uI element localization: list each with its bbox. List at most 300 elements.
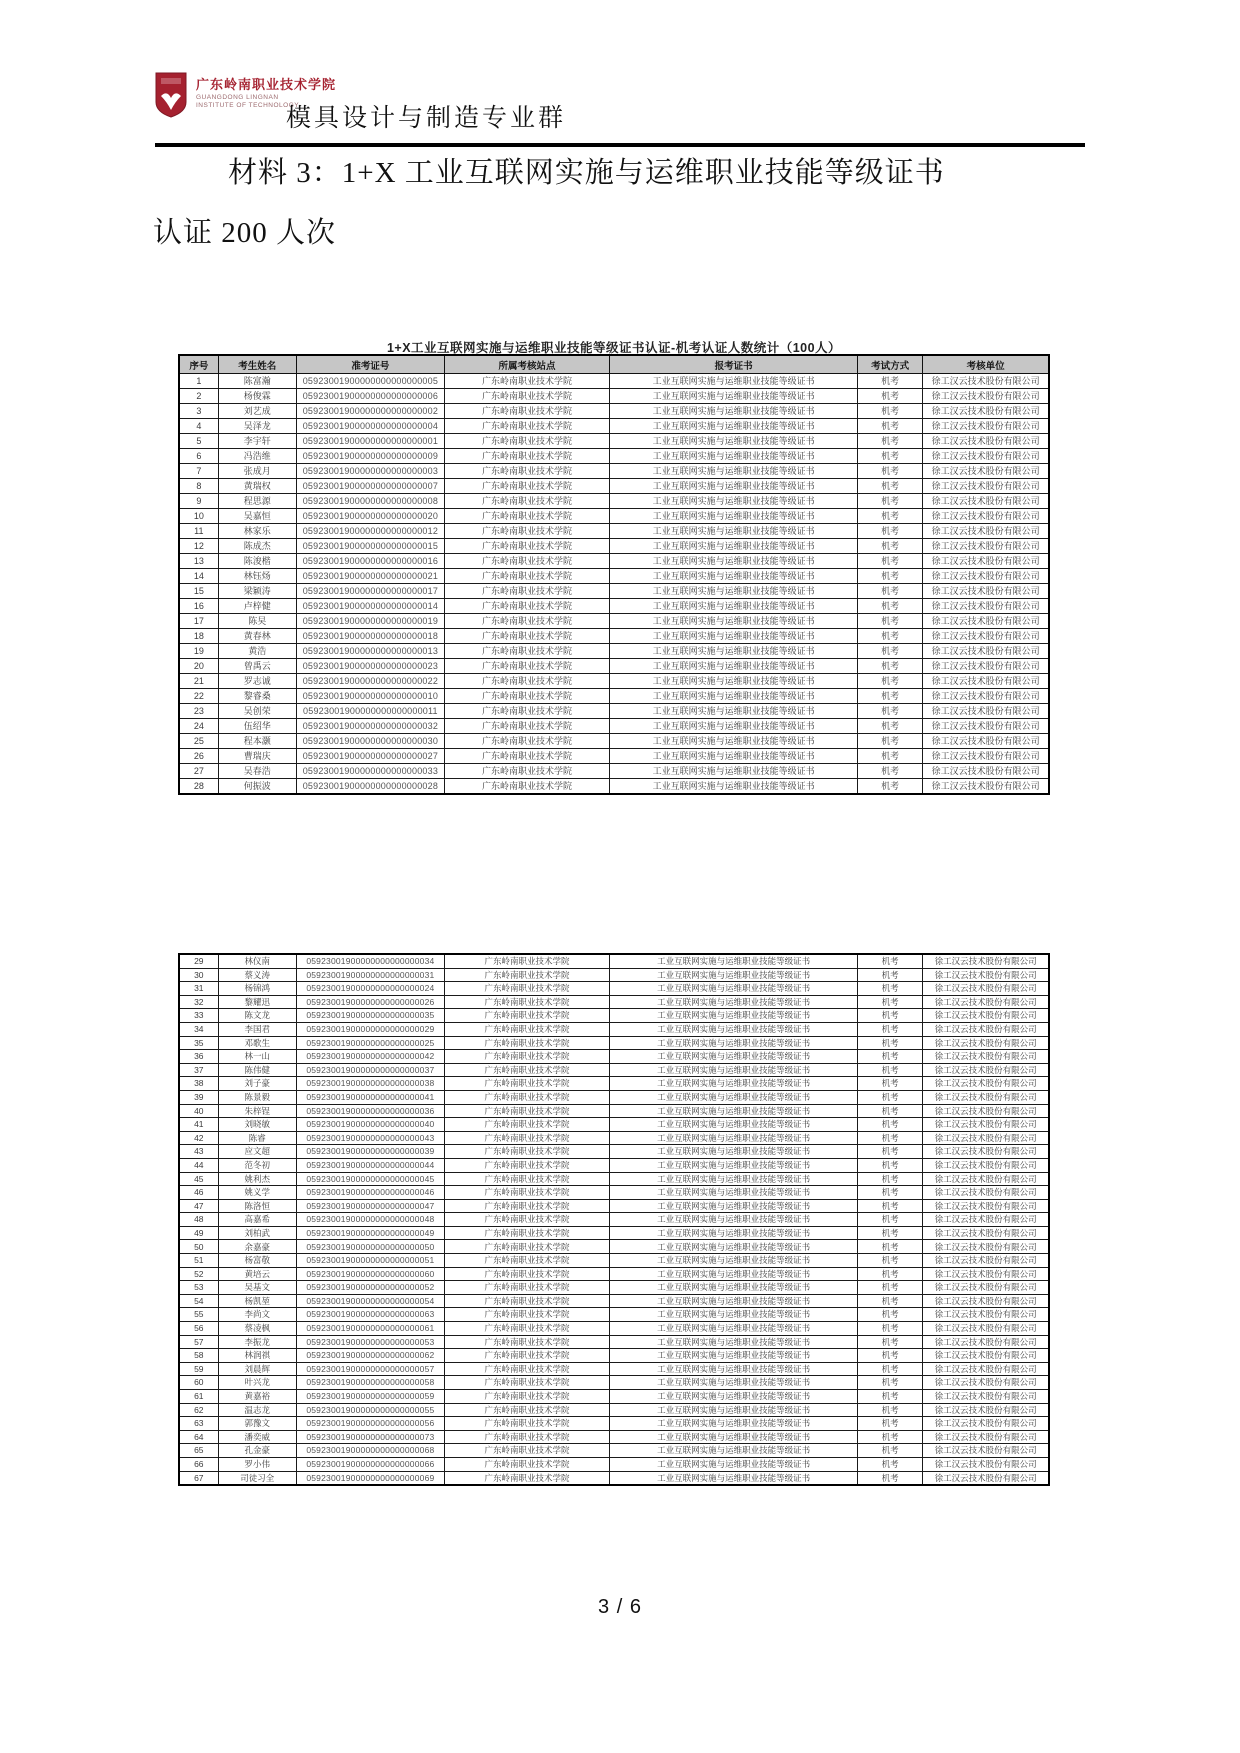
col-header-ticket: 准考证号 xyxy=(296,355,444,374)
cell-assess-unit: 徐工汉云技术股份有限公司 xyxy=(923,1022,1049,1036)
cell-exam-method: 机考 xyxy=(858,1022,923,1036)
cell-ticket: 05923001900000000000000062 xyxy=(296,1349,444,1363)
cell-assess-unit: 徐工汉云技术股份有限公司 xyxy=(923,734,1049,749)
cell-name: 陈文龙 xyxy=(218,1009,296,1023)
cell-name: 陈睿 xyxy=(218,1131,296,1145)
cell-no: 38 xyxy=(179,1077,218,1091)
cell-ticket: 05923001900000000000000055 xyxy=(296,1403,444,1417)
cell-station: 广东岭南职业技术学院 xyxy=(444,734,609,749)
cell-name: 黎睿桑 xyxy=(218,689,296,704)
cell-assess-unit: 徐工汉云技术股份有限公司 xyxy=(923,1118,1049,1132)
cell-name: 温志龙 xyxy=(218,1403,296,1417)
cell-assess-unit: 徐工汉云技术股份有限公司 xyxy=(923,539,1049,554)
cell-assess-unit: 徐工汉云技术股份有限公司 xyxy=(923,1254,1049,1268)
cell-assess-unit: 徐工汉云技术股份有限公司 xyxy=(923,954,1049,968)
cell-certificate: 工业互联网实施与运维职业技能等级证书 xyxy=(610,644,858,659)
cell-certificate: 工业互联网实施与运维职业技能等级证书 xyxy=(610,1471,858,1485)
cell-assess-unit: 徐工汉云技术股份有限公司 xyxy=(923,1158,1049,1172)
cell-station: 广东岭南职业技术学院 xyxy=(444,674,609,689)
cell-ticket: 05923001900000000000000041 xyxy=(296,1090,444,1104)
cell-name: 刘艺成 xyxy=(218,404,296,419)
cell-name: 杨凯堃 xyxy=(218,1294,296,1308)
cell-no: 46 xyxy=(179,1186,218,1200)
cell-no: 58 xyxy=(179,1349,218,1363)
cell-name: 李振龙 xyxy=(218,1335,296,1349)
cell-assess-unit: 徐工汉云技术股份有限公司 xyxy=(923,1186,1049,1200)
cell-no: 43 xyxy=(179,1145,218,1159)
cell-certificate: 工业互联网实施与运维职业技能等级证书 xyxy=(610,539,858,554)
table-row xyxy=(179,1376,1049,1390)
cell-exam-method: 机考 xyxy=(858,659,923,674)
cell-ticket: 05923001900000000000000019 xyxy=(296,614,444,629)
cell-exam-method: 机考 xyxy=(858,434,923,449)
cell-exam-method: 机考 xyxy=(858,389,923,404)
cell-certificate: 工业互联网实施与运维职业技能等级证书 xyxy=(610,1172,858,1186)
table-row xyxy=(179,1349,1049,1363)
cell-name: 林仪南 xyxy=(218,954,296,968)
cell-certificate: 工业互联网实施与运维职业技能等级证书 xyxy=(610,1417,858,1431)
cell-station: 广东岭南职业技术学院 xyxy=(444,374,609,389)
cell-assess-unit: 徐工汉云技术股份有限公司 xyxy=(923,569,1049,584)
cell-assess-unit: 徐工汉云技术股份有限公司 xyxy=(923,1009,1049,1023)
cell-exam-method: 机考 xyxy=(858,954,923,968)
table-row xyxy=(179,629,1049,644)
cell-exam-method: 机考 xyxy=(858,524,923,539)
cell-exam-method: 机考 xyxy=(858,704,923,719)
cell-station: 广东岭南职业技术学院 xyxy=(444,1186,609,1200)
cell-ticket: 05923001900000000000000048 xyxy=(296,1213,444,1227)
cell-certificate: 工业互联网实施与运维职业技能等级证书 xyxy=(610,995,858,1009)
table-row xyxy=(179,494,1049,509)
cell-name: 黄浩 xyxy=(218,644,296,659)
table-row xyxy=(179,1430,1049,1444)
cell-assess-unit: 徐工汉云技术股份有限公司 xyxy=(923,1444,1049,1458)
cell-name: 罗志诚 xyxy=(218,674,296,689)
cell-certificate: 工业互联网实施与运维职业技能等级证书 xyxy=(610,954,858,968)
cell-ticket: 05923001900000000000000008 xyxy=(296,494,444,509)
cell-station: 广东岭南职业技术学院 xyxy=(444,779,609,795)
cell-ticket: 05923001900000000000000059 xyxy=(296,1390,444,1404)
cell-no: 45 xyxy=(179,1172,218,1186)
cell-exam-method: 机考 xyxy=(858,1349,923,1363)
cell-exam-method: 机考 xyxy=(858,614,923,629)
cell-assess-unit: 徐工汉云技术股份有限公司 xyxy=(923,1349,1049,1363)
cell-station: 广东岭南职业技术学院 xyxy=(444,1267,609,1281)
cell-exam-method: 机考 xyxy=(858,1444,923,1458)
cell-name: 郭豫文 xyxy=(218,1417,296,1431)
cell-certificate: 工业互联网实施与运维职业技能等级证书 xyxy=(610,749,858,764)
cell-name: 邓歌生 xyxy=(218,1036,296,1050)
cell-certificate: 工业互联网实施与运维职业技能等级证书 xyxy=(610,674,858,689)
cell-assess-unit: 徐工汉云技术股份有限公司 xyxy=(923,1322,1049,1336)
table-row xyxy=(179,1131,1049,1145)
cell-no: 39 xyxy=(179,1090,218,1104)
cell-station: 广东岭南职业技术学院 xyxy=(444,1390,609,1404)
cell-name: 潘奕威 xyxy=(218,1430,296,1444)
cell-certificate: 工业互联网实施与运维职业技能等级证书 xyxy=(610,494,858,509)
cell-assess-unit: 徐工汉云技术股份有限公司 xyxy=(923,1390,1049,1404)
cell-assess-unit: 徐工汉云技术股份有限公司 xyxy=(923,374,1049,389)
cell-ticket: 05923001900000000000000015 xyxy=(296,539,444,554)
cell-no: 29 xyxy=(179,954,218,968)
cell-certificate: 工业互联网实施与运维职业技能等级证书 xyxy=(610,1063,858,1077)
cell-name: 应文超 xyxy=(218,1145,296,1159)
cell-exam-method: 机考 xyxy=(858,1240,923,1254)
cell-ticket: 05923001900000000000000023 xyxy=(296,659,444,674)
cell-station: 广东岭南职业技术学院 xyxy=(444,719,609,734)
table-row xyxy=(179,1457,1049,1471)
cell-name: 孔金豪 xyxy=(218,1444,296,1458)
cell-no: 15 xyxy=(179,584,218,599)
table-row xyxy=(179,464,1049,479)
cell-exam-method: 机考 xyxy=(858,1267,923,1281)
cell-ticket: 05923001900000000000000047 xyxy=(296,1199,444,1213)
cell-no: 5 xyxy=(179,434,218,449)
cell-certificate: 工业互联网实施与运维职业技能等级证书 xyxy=(610,1322,858,1336)
cell-certificate: 工业互联网实施与运维职业技能等级证书 xyxy=(610,1226,858,1240)
cell-no: 36 xyxy=(179,1050,218,1064)
cell-no: 18 xyxy=(179,629,218,644)
cell-name: 吴嘉恒 xyxy=(218,509,296,524)
cell-exam-method: 机考 xyxy=(858,1158,923,1172)
cell-station: 广东岭南职业技术学院 xyxy=(444,968,609,982)
cell-no: 17 xyxy=(179,614,218,629)
cell-certificate: 工业互联网实施与运维职业技能等级证书 xyxy=(610,1145,858,1159)
cell-no: 16 xyxy=(179,599,218,614)
table-row xyxy=(179,1172,1049,1186)
cell-station: 广东岭南职业技术学院 xyxy=(444,1050,609,1064)
cell-certificate: 工业互联网实施与运维职业技能等级证书 xyxy=(610,659,858,674)
cell-exam-method: 机考 xyxy=(858,1376,923,1390)
cell-name: 范冬初 xyxy=(218,1158,296,1172)
table-row xyxy=(179,539,1049,554)
cell-exam-method: 机考 xyxy=(858,1050,923,1064)
cell-no: 31 xyxy=(179,982,218,996)
cell-certificate: 工业互联网实施与运维职业技能等级证书 xyxy=(610,1158,858,1172)
table-row xyxy=(179,1444,1049,1458)
cell-name: 杨富敬 xyxy=(218,1254,296,1268)
cell-no: 61 xyxy=(179,1390,218,1404)
cell-assess-unit: 徐工汉云技术股份有限公司 xyxy=(923,1213,1049,1227)
cell-certificate: 工业互联网实施与运维职业技能等级证书 xyxy=(610,1118,858,1132)
cell-name: 曹瑞庆 xyxy=(218,749,296,764)
cell-exam-method: 机考 xyxy=(858,599,923,614)
cell-exam-method: 机考 xyxy=(858,1186,923,1200)
cell-ticket: 05923001900000000000000010 xyxy=(296,689,444,704)
cell-no: 21 xyxy=(179,674,218,689)
cell-assess-unit: 徐工汉云技术股份有限公司 xyxy=(923,674,1049,689)
cell-assess-unit: 徐工汉云技术股份有限公司 xyxy=(923,599,1049,614)
cell-ticket: 05923001900000000000000038 xyxy=(296,1077,444,1091)
school-name-en-line1: GUANGDONG LINGNAN xyxy=(196,94,279,102)
cell-certificate: 工业互联网实施与运维职业技能等级证书 xyxy=(610,719,858,734)
cell-no: 57 xyxy=(179,1335,218,1349)
cell-certificate: 工业互联网实施与运维职业技能等级证书 xyxy=(610,389,858,404)
cell-exam-method: 机考 xyxy=(858,1457,923,1471)
cell-ticket: 05923001900000000000000066 xyxy=(296,1457,444,1471)
cell-station: 广东岭南职业技术学院 xyxy=(444,704,609,719)
table-row xyxy=(179,434,1049,449)
cell-assess-unit: 徐工汉云技术股份有限公司 xyxy=(923,389,1049,404)
cell-certificate: 工业互联网实施与运维职业技能等级证书 xyxy=(610,1362,858,1376)
cell-assess-unit: 徐工汉云技术股份有限公司 xyxy=(923,1077,1049,1091)
cell-no: 67 xyxy=(179,1471,218,1485)
cell-station: 广东岭南职业技术学院 xyxy=(444,1362,609,1376)
cell-exam-method: 机考 xyxy=(858,719,923,734)
cell-exam-method: 机考 xyxy=(858,689,923,704)
cell-certificate: 工业互联网实施与运维职业技能等级证书 xyxy=(610,419,858,434)
cell-station: 广东岭南职业技术学院 xyxy=(444,1430,609,1444)
cell-exam-method: 机考 xyxy=(858,1145,923,1159)
cell-station: 广东岭南职业技术学院 xyxy=(444,509,609,524)
cell-station: 广东岭南职业技术学院 xyxy=(444,1322,609,1336)
cell-station: 广东岭南职业技术学院 xyxy=(444,1349,609,1363)
cell-ticket: 05923001900000000000000031 xyxy=(296,968,444,982)
cell-ticket: 05923001900000000000000001 xyxy=(296,434,444,449)
cell-ticket: 05923001900000000000000061 xyxy=(296,1322,444,1336)
cell-certificate: 工业互联网实施与运维职业技能等级证书 xyxy=(610,1186,858,1200)
cell-no: 62 xyxy=(179,1403,218,1417)
school-name-cn: 广东岭南职业技术学院 xyxy=(196,77,337,92)
cell-station: 广东岭南职业技术学院 xyxy=(444,1158,609,1172)
cell-no: 32 xyxy=(179,995,218,1009)
cell-no: 55 xyxy=(179,1308,218,1322)
cell-certificate: 工业互联网实施与运维职业技能等级证书 xyxy=(610,1131,858,1145)
cell-station: 广东岭南职业技术学院 xyxy=(444,389,609,404)
cell-ticket: 05923001900000000000000058 xyxy=(296,1376,444,1390)
cell-ticket: 05923001900000000000000032 xyxy=(296,719,444,734)
cell-certificate: 工业互联网实施与运维职业技能等级证书 xyxy=(610,599,858,614)
cell-name: 黄嘉裕 xyxy=(218,1390,296,1404)
cell-assess-unit: 徐工汉云技术股份有限公司 xyxy=(923,1063,1049,1077)
cell-name: 高嘉希 xyxy=(218,1213,296,1227)
cell-station: 广东岭南职业技术学院 xyxy=(444,1009,609,1023)
table-row xyxy=(179,1240,1049,1254)
cell-exam-method: 机考 xyxy=(858,764,923,779)
school-logo-icon xyxy=(155,72,187,118)
table-row xyxy=(179,599,1049,614)
cell-certificate: 工业互联网实施与运维职业技能等级证书 xyxy=(610,1050,858,1064)
cell-exam-method: 机考 xyxy=(858,1213,923,1227)
cell-no: 30 xyxy=(179,968,218,982)
cell-assess-unit: 徐工汉云技术股份有限公司 xyxy=(923,449,1049,464)
cell-name: 杨俊霖 xyxy=(218,389,296,404)
cell-certificate: 工业互联网实施与运维职业技能等级证书 xyxy=(610,779,858,795)
cell-station: 广东岭南职业技术学院 xyxy=(444,954,609,968)
table-row xyxy=(179,968,1049,982)
cell-ticket: 05923001900000000000000012 xyxy=(296,524,444,539)
cell-name: 黎耀迅 xyxy=(218,995,296,1009)
cell-assess-unit: 徐工汉云技术股份有限公司 xyxy=(923,1430,1049,1444)
cell-assess-unit: 徐工汉云技术股份有限公司 xyxy=(923,1172,1049,1186)
table-row xyxy=(179,734,1049,749)
cell-certificate: 工业互联网实施与运维职业技能等级证书 xyxy=(610,569,858,584)
cell-ticket: 05923001900000000000000018 xyxy=(296,629,444,644)
cell-exam-method: 机考 xyxy=(858,1226,923,1240)
cell-station: 广东岭南职业技术学院 xyxy=(444,464,609,479)
cell-ticket: 05923001900000000000000014 xyxy=(296,599,444,614)
cell-exam-method: 机考 xyxy=(858,449,923,464)
table-row xyxy=(179,389,1049,404)
cell-no: 12 xyxy=(179,539,218,554)
cell-name: 陈成杰 xyxy=(218,539,296,554)
cell-exam-method: 机考 xyxy=(858,1308,923,1322)
table-row xyxy=(179,554,1049,569)
col-header-certificate: 报考证书 xyxy=(610,355,858,374)
cell-ticket: 05923001900000000000000042 xyxy=(296,1050,444,1064)
table-row xyxy=(179,1322,1049,1336)
cell-ticket: 05923001900000000000000035 xyxy=(296,1009,444,1023)
cell-ticket: 05923001900000000000000056 xyxy=(296,1417,444,1431)
cell-ticket: 05923001900000000000000028 xyxy=(296,779,444,795)
cell-assess-unit: 徐工汉云技术股份有限公司 xyxy=(923,1036,1049,1050)
table-row xyxy=(179,1158,1049,1172)
cell-no: 48 xyxy=(179,1213,218,1227)
cell-certificate: 工业互联网实施与运维职业技能等级证书 xyxy=(610,1308,858,1322)
cell-no: 28 xyxy=(179,779,218,795)
cell-station: 广东岭南职业技术学院 xyxy=(444,1308,609,1322)
cell-assess-unit: 徐工汉云技术股份有限公司 xyxy=(923,1104,1049,1118)
cell-certificate: 工业互联网实施与运维职业技能等级证书 xyxy=(610,1403,858,1417)
cell-station: 广东岭南职业技术学院 xyxy=(444,419,609,434)
cell-ticket: 05923001900000000000000011 xyxy=(296,704,444,719)
table-row xyxy=(179,1390,1049,1404)
cell-no: 1 xyxy=(179,374,218,389)
col-header-name: 考生姓名 xyxy=(218,355,296,374)
cell-name: 朱梓锃 xyxy=(218,1104,296,1118)
cell-certificate: 工业互联网实施与运维职业技能等级证书 xyxy=(610,704,858,719)
cell-name: 陈洛恒 xyxy=(218,1199,296,1213)
cell-exam-method: 机考 xyxy=(858,1430,923,1444)
cell-station: 广东岭南职业技术学院 xyxy=(444,1172,609,1186)
cell-exam-method: 机考 xyxy=(858,1104,923,1118)
cell-certificate: 工业互联网实施与运维职业技能等级证书 xyxy=(610,1457,858,1471)
cell-station: 广东岭南职业技术学院 xyxy=(444,644,609,659)
cell-exam-method: 机考 xyxy=(858,749,923,764)
cell-ticket: 05923001900000000000000002 xyxy=(296,404,444,419)
cell-assess-unit: 徐工汉云技术股份有限公司 xyxy=(923,1267,1049,1281)
col-header-no: 序号 xyxy=(179,355,218,374)
cell-exam-method: 机考 xyxy=(858,1335,923,1349)
cell-ticket: 05923001900000000000000027 xyxy=(296,749,444,764)
cell-exam-method: 机考 xyxy=(858,1322,923,1336)
table-row xyxy=(179,995,1049,1009)
cell-certificate: 工业互联网实施与运维职业技能等级证书 xyxy=(610,584,858,599)
cell-no: 23 xyxy=(179,704,218,719)
cell-certificate: 工业互联网实施与运维职业技能等级证书 xyxy=(610,734,858,749)
cell-certificate: 工业互联网实施与运维职业技能等级证书 xyxy=(610,1390,858,1404)
table-row xyxy=(179,1036,1049,1050)
cell-exam-method: 机考 xyxy=(858,539,923,554)
cell-no: 8 xyxy=(179,479,218,494)
cell-name: 刘子豪 xyxy=(218,1077,296,1091)
cell-assess-unit: 徐工汉云技术股份有限公司 xyxy=(923,1294,1049,1308)
cell-ticket: 05923001900000000000000045 xyxy=(296,1172,444,1186)
cell-exam-method: 机考 xyxy=(858,629,923,644)
cell-name: 程本灏 xyxy=(218,734,296,749)
table-row xyxy=(179,1063,1049,1077)
cell-ticket: 05923001900000000000000037 xyxy=(296,1063,444,1077)
cell-ticket: 05923001900000000000000043 xyxy=(296,1131,444,1145)
cell-no: 65 xyxy=(179,1444,218,1458)
cell-certificate: 工业互联网实施与运维职业技能等级证书 xyxy=(610,1376,858,1390)
table-row xyxy=(179,1281,1049,1295)
cell-exam-method: 机考 xyxy=(858,1254,923,1268)
cell-ticket: 05923001900000000000000022 xyxy=(296,674,444,689)
table-row xyxy=(179,449,1049,464)
cell-name: 陈浚楷 xyxy=(218,554,296,569)
cell-assess-unit: 徐工汉云技术股份有限公司 xyxy=(923,404,1049,419)
cell-certificate: 工业互联网实施与运维职业技能等级证书 xyxy=(610,479,858,494)
cell-certificate: 工业互联网实施与运维职业技能等级证书 xyxy=(610,1009,858,1023)
cell-station: 广东岭南职业技术学院 xyxy=(444,1213,609,1227)
col-header-exam-method: 考试方式 xyxy=(858,355,923,374)
cell-no: 52 xyxy=(179,1267,218,1281)
cell-assess-unit: 徐工汉云技术股份有限公司 xyxy=(923,554,1049,569)
cell-no: 13 xyxy=(179,554,218,569)
cell-certificate: 工业互联网实施与运维职业技能等级证书 xyxy=(610,1294,858,1308)
cell-certificate: 工业互联网实施与运维职业技能等级证书 xyxy=(610,614,858,629)
cell-station: 广东岭南职业技术学院 xyxy=(444,1104,609,1118)
cell-certificate: 工业互联网实施与运维职业技能等级证书 xyxy=(610,968,858,982)
table-row xyxy=(179,1199,1049,1213)
cell-certificate: 工业互联网实施与运维职业技能等级证书 xyxy=(610,1104,858,1118)
cell-station: 广东岭南职业技术学院 xyxy=(444,629,609,644)
cell-station: 广东岭南职业技术学院 xyxy=(444,614,609,629)
cell-station: 广东岭南职业技术学院 xyxy=(444,434,609,449)
cell-name: 叶兴龙 xyxy=(218,1376,296,1390)
cell-assess-unit: 徐工汉云技术股份有限公司 xyxy=(923,1090,1049,1104)
cell-no: 44 xyxy=(179,1158,218,1172)
cell-exam-method: 机考 xyxy=(858,509,923,524)
cell-certificate: 工业互联网实施与运维职业技能等级证书 xyxy=(610,554,858,569)
cell-certificate: 工业互联网实施与运维职业技能等级证书 xyxy=(610,509,858,524)
cell-certificate: 工业互联网实施与运维职业技能等级证书 xyxy=(610,1036,858,1050)
cell-no: 47 xyxy=(179,1199,218,1213)
cell-assess-unit: 徐工汉云技术股份有限公司 xyxy=(923,719,1049,734)
cell-assess-unit: 徐工汉云技术股份有限公司 xyxy=(923,584,1049,599)
cell-station: 广东岭南职业技术学院 xyxy=(444,524,609,539)
cell-assess-unit: 徐工汉云技术股份有限公司 xyxy=(923,464,1049,479)
cell-assess-unit: 徐工汉云技术股份有限公司 xyxy=(923,434,1049,449)
cell-assess-unit: 徐工汉云技术股份有限公司 xyxy=(923,659,1049,674)
cell-assess-unit: 徐工汉云技术股份有限公司 xyxy=(923,689,1049,704)
cell-exam-method: 机考 xyxy=(858,479,923,494)
cell-name: 冯浩维 xyxy=(218,449,296,464)
cell-exam-method: 机考 xyxy=(858,1403,923,1417)
cell-no: 53 xyxy=(179,1281,218,1295)
cell-name: 李尚文 xyxy=(218,1308,296,1322)
cell-name: 卢梓健 xyxy=(218,599,296,614)
cell-station: 广东岭南职业技术学院 xyxy=(444,1417,609,1431)
cell-assess-unit: 徐工汉云技术股份有限公司 xyxy=(923,1335,1049,1349)
cell-ticket: 05923001900000000000000036 xyxy=(296,1104,444,1118)
cell-name: 刘晨辉 xyxy=(218,1362,296,1376)
table-row xyxy=(179,954,1049,968)
cell-no: 19 xyxy=(179,644,218,659)
cell-no: 51 xyxy=(179,1254,218,1268)
table-row xyxy=(179,644,1049,659)
cell-exam-method: 机考 xyxy=(858,1281,923,1295)
cell-name: 梁颖涛 xyxy=(218,584,296,599)
cell-certificate: 工业互联网实施与运维职业技能等级证书 xyxy=(610,434,858,449)
cell-ticket: 05923001900000000000000007 xyxy=(296,479,444,494)
cell-assess-unit: 徐工汉云技术股份有限公司 xyxy=(923,1376,1049,1390)
cell-exam-method: 机考 xyxy=(858,982,923,996)
cell-name: 黄培云 xyxy=(218,1267,296,1281)
table-row xyxy=(179,659,1049,674)
cell-certificate: 工业互联网实施与运维职业技能等级证书 xyxy=(610,464,858,479)
